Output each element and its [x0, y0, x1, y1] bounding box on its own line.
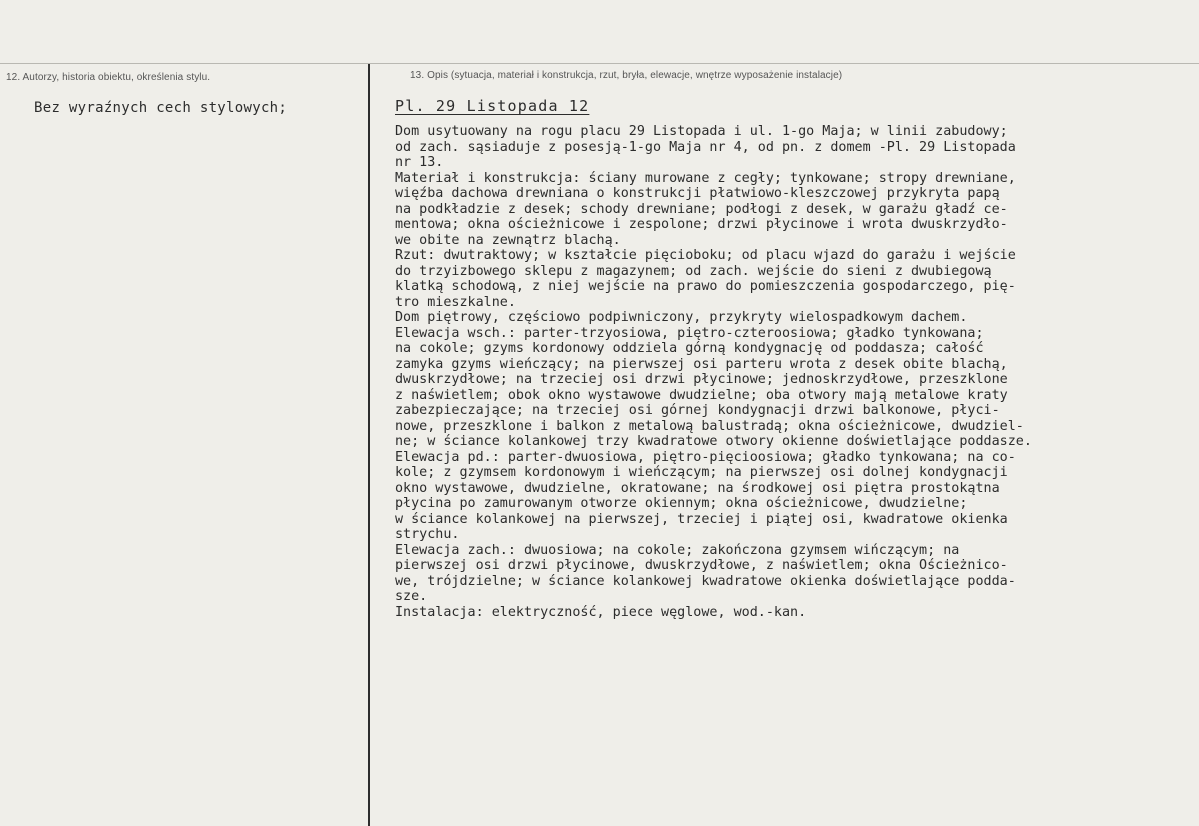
- description-line: okno wystawowe, dwudzielne, okratowane; na środkowej osi piętra prostokątna: [395, 480, 1000, 496]
- description-line: kole; z gzymsem kordonowym i wieńczącym; na pierwszej osi dolnej kondygnacji: [395, 465, 1008, 480]
- section-12-label: 12. Autorzy, historia obiektu, określenia stylu.: [6, 72, 211, 83]
- column-divider: [368, 64, 370, 826]
- description-line: na cokole; gzyms kordonowy oddziela górną kondygnację od poddasza; całość: [395, 341, 984, 356]
- description-line: mentowa; okna ościeżnicowe i zespolone; drzwi płycinowe i wrota dwuskrzydło-: [395, 217, 1008, 232]
- description-line: Dom piętrowy, częściowo podpiwniczony, przykryty wielospadkowym dachem.: [395, 310, 968, 325]
- description-line: ne; w ściance kolankowej trzy kwadratowe otwory okienne doświetlające poddasze.: [395, 434, 1032, 449]
- description-line: pierwszej osi drzwi płycinowe, dwuskrzydłowe, z naświetlem; okna Ościeżnico-: [395, 558, 1008, 573]
- description-line: klatką schodową, z niej wejście na prawo do pomieszczenia gospodarczego, pię-: [395, 279, 1016, 294]
- description-line: we, trójdzielne; w ściance kolankowej kwadratowe okienka doświetlające podda-: [395, 573, 1016, 589]
- description-line: Dom usytuowany na rogu placu 29 Listopada i ul. 1-go Maja; w linii zabudowy;: [395, 124, 1008, 139]
- description-line: zamyka gzyms wieńczący; na pierwszej osi parteru wrota z desek obite blachą,: [395, 356, 1008, 372]
- building-description: [395, 124, 1195, 620]
- description-line: Elewacja pd.: parter-dwuosiowa, piętro-pięcioosiowa; gładko tynkowana; na co-: [395, 449, 1016, 465]
- description-line: zabezpieczające; na trzeciej osi górnej kondygnacji drzwi balkonowe, płyci-: [395, 403, 1000, 418]
- section-13-label: 13. Opis (sytuacja, materiał i konstrukcja, rzut, bryła, elewacje, wnętrze wyposażenie instalacje): [410, 70, 843, 81]
- description-line: strychu.: [395, 527, 460, 542]
- description-line: Materiał i konstrukcja: ściany murowane z cegły; tynkowane; stropy drewniane,: [395, 170, 1016, 186]
- description-line: nr 13.: [395, 155, 444, 170]
- header-rule: [0, 63, 1199, 64]
- description-line: Elewacja zach.: dwuosiowa; na cokole; zakończona gzymsem wińczącym; na: [395, 542, 960, 558]
- description-line: Rzut: dwutraktowy; w kształcie pięcioboku; od placu wjazd do garażu i wejście: [395, 248, 1016, 263]
- address-heading: Pl. 29 Listopada 12: [395, 97, 590, 115]
- description-line: Elewacja wsch.: parter-trzyosiowa, piętro-czteroosiowa; gładko tynkowana;: [395, 325, 984, 341]
- description-line: z naświetlem; obok okno wystawowe dwudzielne; oba otwory mają metalowe kraty: [395, 387, 1008, 403]
- description-line: nowe, przeszklone i balkon z metalową balustradą; okna ościeżnicowe, dwudziel-: [395, 418, 1024, 434]
- description-line: Instalacja: elektryczność, piece węglowe, wod.-kan.: [395, 604, 807, 620]
- description-line: tro mieszkalne.: [395, 294, 516, 310]
- description-line: we obite na zewnątrz blachą.: [395, 232, 621, 248]
- description-line: do trzyizbowego sklepu z magazynem; od zach. wejście do sieni z dwubiegową: [395, 263, 992, 279]
- description-line: płycina po zamurowanym otworze okiennym; okna ościeżnicowe, dwudzielne;: [395, 496, 968, 511]
- description-line: w ściance kolankowej na pierwszej, trzeciej i piątej osi, kwadratowe okienka: [395, 511, 1008, 527]
- description-line: sze.: [395, 589, 428, 604]
- description-line: na podkładzie z desek; schody drewniane; podłogi z desek, w garażu gładź ce-: [395, 201, 1008, 217]
- description-line: od zach. sąsiaduje z posesją-1-go Maja nr 4, od pn. z domem -Pl. 29 Listopada: [395, 139, 1016, 155]
- description-line: dwuskrzydłowe; na trzeciej osi drzwi płycinowe; jednoskrzydłowe, przeszklone: [395, 372, 1008, 387]
- style-description: Bez wyraźnych cech stylowych;: [34, 100, 288, 116]
- description-line: więźba dachowa drewniana o konstrukcji płatwiowo-kleszczowej przykryta papą: [395, 186, 1000, 201]
